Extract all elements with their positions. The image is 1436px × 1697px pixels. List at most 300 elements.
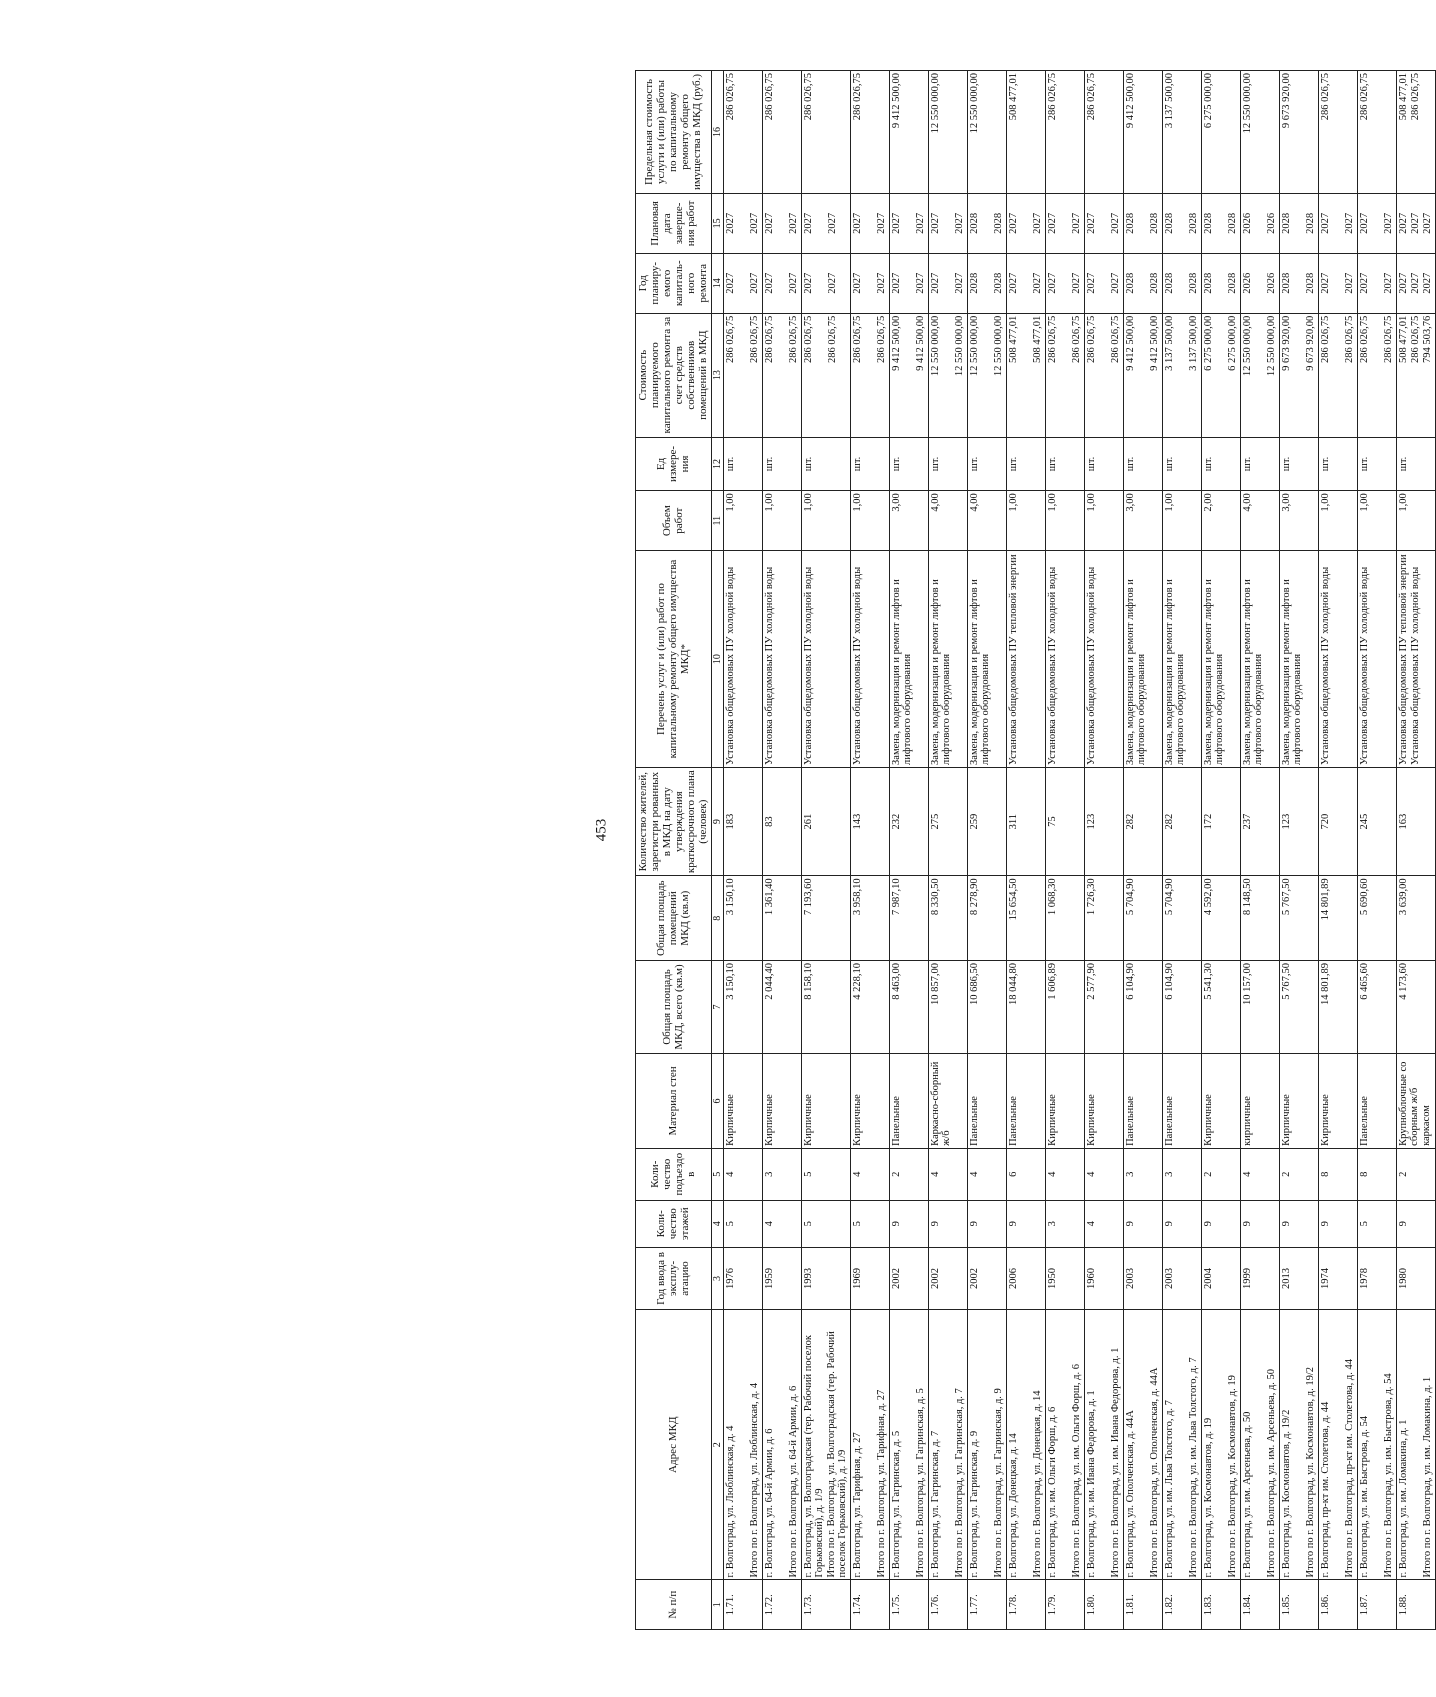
table-cell-area: 2 577,90: [1084, 961, 1123, 1054]
cell-line: 2027: [1343, 212, 1355, 234]
column-number: 6: [711, 1053, 723, 1148]
cell-line: Замена, модернизация и ремонт лифтов и лифтового оборудования: [1241, 579, 1265, 765]
table-cell-floors: 9: [1318, 1200, 1357, 1247]
table-cell-cost: [928, 313, 967, 437]
cell-line: Установка общедомовых ПУ холодной воды: [724, 566, 736, 765]
cell-line: 2027: [763, 272, 775, 294]
cell-line: [1332, 1312, 1344, 1578]
cell-line: 286 026,75: [724, 73, 736, 121]
cell-line: [864, 196, 876, 251]
table-cell-entr: 2: [1279, 1148, 1318, 1200]
cell-line: 12 550 000,00: [953, 315, 965, 377]
cell-line: [1137, 256, 1149, 311]
column-number: 1: [711, 1580, 723, 1630]
table-cell-entr: 2: [889, 1148, 928, 1200]
rotated-table-container: [635, 70, 1433, 1630]
cell-line: 2027: [1031, 272, 1043, 294]
cell-line: Итого по г. Волгоград, ул. Гагринская, д. 7: [953, 1388, 965, 1578]
table-cell-limit: [1006, 71, 1045, 194]
table-cell-works: [1201, 551, 1240, 768]
cell-line: 3 137 500,00: [1187, 315, 1199, 371]
table-cell-floors: 9: [1123, 1200, 1162, 1247]
table-cell-mat: Панельные: [1123, 1053, 1162, 1148]
table-cell-plan: [967, 253, 1006, 313]
cell-line: [942, 316, 954, 435]
table-cell-limit: [889, 71, 928, 194]
table-cell-resid: 259: [967, 767, 1006, 875]
table-cell-resid: 237: [1240, 767, 1279, 875]
cell-line: 2026: [1265, 212, 1277, 234]
cell-line: [1098, 316, 1110, 435]
table-cell-year: 2002: [928, 1248, 967, 1310]
table-cell-cost: [1318, 313, 1357, 437]
table-cell-resid: 311: [1006, 767, 1045, 875]
table-cell-parea: 7 987,10: [889, 876, 928, 961]
table-cell-parea: 8 330,50: [928, 876, 967, 961]
cell-line: 2026: [1241, 212, 1253, 234]
table-cell-no: 1.84.: [1240, 1580, 1279, 1630]
table-cell-unit: шт.: [1084, 437, 1123, 491]
table-cell-area: 10 686,50: [967, 961, 1006, 1054]
table-body: [723, 71, 1435, 1630]
table-cell-works: [889, 551, 928, 768]
cell-line: 2028: [1304, 272, 1316, 294]
cell-line: 2027: [1358, 212, 1370, 234]
cell-line: Установка общедомовых ПУ холодной воды: [1046, 566, 1058, 765]
table-cell-vol: 1,00: [1318, 491, 1357, 551]
header-cell: Адрес МКД: [636, 1309, 712, 1580]
cell-line: 2027: [875, 272, 887, 294]
table-cell-year: 1978: [1357, 1248, 1396, 1310]
table-cell-cost: [1084, 313, 1123, 437]
table-cell-unit: шт.: [762, 437, 801, 491]
table-cell-floors: 5: [1357, 1200, 1396, 1247]
cell-line: 2028: [968, 272, 980, 294]
table-cell-due: [1045, 193, 1084, 253]
cell-line: [1371, 316, 1383, 435]
table-cell-cost: [1045, 313, 1084, 437]
cell-line: г. Волгоград, ул. 64-й Армии, д. 6: [763, 1428, 775, 1578]
column-number: 7: [711, 961, 723, 1054]
cell-line: 9 412 500,00: [1148, 315, 1160, 371]
table-cell-unit: шт.: [1045, 437, 1084, 491]
cell-line: 2027: [875, 212, 887, 234]
table-cell-plan: [1123, 253, 1162, 313]
table-cell-parea: 3 150,10: [723, 876, 762, 961]
header-cell: Коли-чество подъездо в: [636, 1148, 712, 1200]
table-row: [1318, 71, 1357, 1630]
table-cell-area: 8 158,10: [801, 961, 850, 1054]
table-cell-mat: Панельные: [889, 1053, 928, 1148]
cell-line: 2028: [1163, 212, 1175, 234]
table-cell-area: 2 044,40: [762, 961, 801, 1054]
cell-line: 12 550 000,00: [968, 73, 980, 134]
table-cell-resid: 282: [1162, 767, 1201, 875]
cell-line: 2027: [1343, 272, 1355, 294]
cell-line: [864, 256, 876, 311]
cell-line: 2027: [1382, 272, 1394, 294]
table-row: [723, 71, 762, 1630]
cell-line: 2027: [1109, 212, 1121, 234]
table-cell-entr: 2: [1201, 1148, 1240, 1200]
table-cell-cost: [1006, 313, 1045, 437]
table-cell-mat: Кирпичные: [762, 1053, 801, 1148]
cell-line: [737, 256, 749, 311]
table-cell-addr: [723, 1309, 762, 1580]
table-cell-cost: [1162, 313, 1201, 437]
header-cell: № п/п: [636, 1580, 712, 1630]
cell-line: 286 026,75: [1358, 315, 1370, 363]
table-cell-parea: 1 068,30: [1045, 876, 1084, 961]
table-cell-addr: [1123, 1309, 1162, 1580]
cell-line: 2027: [1046, 272, 1058, 294]
table-cell-unit: шт.: [1318, 437, 1357, 491]
table-cell-works: [967, 551, 1006, 768]
cell-line: Замена, модернизация и ремонт лифтов и лифтового оборудования: [890, 579, 914, 765]
table-row: [1084, 71, 1123, 1630]
table-cell-floors: 9: [1396, 1200, 1435, 1247]
cell-line: Итого по г. Волгоград, ул. Космонавтов, д. 19/2: [1304, 1366, 1316, 1578]
table-cell-due: [928, 193, 967, 253]
cell-line: 286 026,75: [802, 315, 814, 363]
table-cell-addr: [801, 1309, 850, 1580]
cell-line: [1410, 1312, 1422, 1578]
table-cell-works: [1318, 551, 1357, 768]
cell-line: 2027: [748, 272, 760, 294]
cell-line: [942, 256, 954, 311]
cell-line: [1137, 1312, 1149, 1578]
table-cell-unit: шт.: [1357, 437, 1396, 491]
table-row: [1201, 71, 1240, 1630]
table-cell-limit: [1084, 71, 1123, 194]
column-number: 2: [711, 1309, 723, 1580]
table-cell-works: [1162, 551, 1201, 768]
table-cell-addr: [1162, 1309, 1201, 1580]
cell-line: 2028: [1148, 212, 1160, 234]
table-cell-limit: [1123, 71, 1162, 194]
cell-line: Итого по г. Волгоград, ул. Люблинская, д. 4: [748, 1382, 760, 1578]
table-cell-addr: [928, 1309, 967, 1580]
cell-line: 286 026,75: [1358, 73, 1370, 121]
table-cell-resid: 282: [1123, 767, 1162, 875]
cell-line: [1293, 256, 1305, 311]
cell-line: г. Волгоград, ул. Ополченская, д. 44А: [1124, 1410, 1136, 1578]
table-cell-resid: 275: [928, 767, 967, 875]
table-cell-resid: 83: [762, 767, 801, 875]
cell-line: [815, 316, 827, 435]
table-cell-entr: 8: [1357, 1148, 1396, 1200]
table-cell-no: 1.85.: [1279, 1580, 1318, 1630]
cell-line: 2028: [1202, 212, 1214, 234]
header-cell: Стоимость планируемого капитального ремонта за счет средств собственников помещений в МКД: [636, 313, 712, 437]
cell-line: 3 137 500,00: [1163, 73, 1175, 129]
cell-line: [1137, 316, 1149, 435]
cell-line: 2028: [968, 212, 980, 234]
cell-line: [903, 1312, 915, 1578]
table-cell-plan: [723, 253, 762, 313]
table-cell-mat: Крупноблочные со сборным ж/б каркасом: [1396, 1053, 1435, 1148]
table-cell-cost: [850, 313, 889, 437]
table-cell-resid: 172: [1201, 767, 1240, 875]
cell-line: 2027: [1397, 272, 1409, 294]
table-cell-entr: 8: [1318, 1148, 1357, 1200]
table-cell-resid: 232: [889, 767, 928, 875]
cell-line: 6 275 000,00: [1202, 73, 1214, 129]
cell-line: 508 477,01: [1031, 315, 1043, 363]
cell-line: Итого по г. Волгоград, пр-кт им. Столетова, д. 44: [1343, 1359, 1355, 1578]
cell-line: 9 412 500,00: [890, 73, 902, 129]
table-cell-parea: 8 278,90: [967, 876, 1006, 961]
header-cell: Общая площадь помещений МКД (кв.м): [636, 876, 712, 961]
table-cell-unit: шт.: [967, 437, 1006, 491]
cell-line: 286 026,75: [1382, 315, 1394, 363]
table-cell-works: [762, 551, 801, 768]
table-cell-plan: [1357, 253, 1396, 313]
table-cell-limit: [1045, 71, 1084, 194]
cell-line: [1215, 196, 1227, 251]
table-cell-works: [1006, 551, 1045, 768]
cell-line: 2027: [1007, 212, 1019, 234]
table-cell-resid: 183: [723, 767, 762, 875]
table-cell-area: 8 463,00: [889, 961, 928, 1054]
table-cell-addr: [1201, 1309, 1240, 1580]
cell-line: [776, 316, 788, 435]
cell-line: [776, 1312, 788, 1578]
cell-line: 286 026,75: [802, 73, 814, 121]
table-cell-area: 6 465,60: [1357, 961, 1396, 1054]
table-cell-vol: 1,00: [723, 491, 762, 551]
table-cell-mat: Кирпичные: [1318, 1053, 1357, 1148]
cell-line: [1020, 196, 1032, 251]
table-cell-plan: [850, 253, 889, 313]
cell-line: 12 550 000,00: [1265, 315, 1277, 377]
cell-line: [942, 196, 954, 251]
table-cell-due: [1318, 193, 1357, 253]
cell-line: Установка общедомовых ПУ холодной воды: [1358, 566, 1370, 765]
cell-line: [1371, 1312, 1383, 1578]
table-cell-limit: [762, 71, 801, 194]
table-cell-cost: [1240, 313, 1279, 437]
table-cell-parea: 5 767,50: [1279, 876, 1318, 961]
cell-line: 2027: [890, 212, 902, 234]
cell-line: 286 026,75: [1319, 73, 1331, 121]
cell-line: 2027: [1421, 272, 1433, 294]
table-cell-no: 1.79.: [1045, 1580, 1084, 1630]
cell-line: 2028: [1124, 272, 1136, 294]
table-cell-plan: [1396, 253, 1435, 313]
cell-line: 286 026,75: [826, 315, 838, 363]
cell-line: 2028: [1280, 272, 1292, 294]
table-cell-year: 1960: [1084, 1248, 1123, 1310]
header-cell: Количество жителей, зарегистри рованных в МКД на дату утверждения краткосрочного плана (человек): [636, 767, 712, 875]
table-cell-parea: 1 726,30: [1084, 876, 1123, 961]
table-cell-entr: 5: [801, 1148, 850, 1200]
cell-line: 2027: [1070, 272, 1082, 294]
table-cell-due: [1084, 193, 1123, 253]
table-cell-cost: [967, 313, 1006, 437]
cell-line: [1332, 196, 1344, 251]
cell-line: Замена, модернизация и ремонт лифтов и лифтового оборудования: [1163, 579, 1187, 765]
cell-line: 9 412 500,00: [1124, 315, 1136, 371]
cell-line: 12 550 000,00: [929, 315, 941, 377]
cell-line: г. Волгоград, ул. Гагринская, д. 5: [890, 1430, 902, 1578]
cell-line: 286 026,75: [1046, 73, 1058, 121]
table-cell-year: 2004: [1201, 1248, 1240, 1310]
cell-line: 2027: [802, 212, 814, 234]
table-cell-limit: [1240, 71, 1279, 194]
table-cell-floors: 9: [1279, 1200, 1318, 1247]
table-cell-works: [723, 551, 762, 768]
table-cell-vol: 2,00: [1201, 491, 1240, 551]
table-cell-entr: 3: [1162, 1148, 1201, 1200]
cell-line: 286 026,75: [763, 73, 775, 121]
table-cell-year: 1974: [1318, 1248, 1357, 1310]
cell-line: г. Волгоград, ул. им. Арсеньева, д. 50: [1241, 1411, 1253, 1578]
cell-line: Установка общедомовых ПУ холодной воды: [851, 566, 863, 765]
table-cell-works: [1396, 551, 1435, 768]
table-cell-addr: [850, 1309, 889, 1580]
table-cell-resid: 261: [801, 767, 850, 875]
table-cell-no: 1.82.: [1162, 1580, 1201, 1630]
cell-line: 2028: [1202, 272, 1214, 294]
cell-line: 2027: [826, 272, 838, 294]
column-number: 15: [711, 193, 723, 253]
cell-line: 2027: [1031, 212, 1043, 234]
table-cell-plan: [1318, 253, 1357, 313]
cell-line: 286 026,75: [851, 73, 863, 121]
header-cell: Год ввода в эксплу-атацию: [636, 1248, 712, 1310]
table-cell-plan: [1006, 253, 1045, 313]
cell-line: [1215, 256, 1227, 311]
cell-line: 286 026,75: [1409, 73, 1421, 121]
cell-line: г. Волгоград, ул. Космонавтов, д. 19/2: [1280, 1409, 1292, 1578]
table-cell-works: [1279, 551, 1318, 768]
table-cell-entr: 4: [928, 1148, 967, 1200]
cell-line: г. Волгоград, ул. им. Быстрова, д. 54: [1358, 1416, 1370, 1578]
table-cell-addr: [1396, 1309, 1435, 1580]
table-cell-parea: 5 690,60: [1357, 876, 1396, 961]
cell-line: 2027: [1421, 212, 1433, 234]
table-cell-area: 1 606,89: [1045, 961, 1084, 1054]
table-cell-floors: 5: [850, 1200, 889, 1247]
cell-line: [1371, 256, 1383, 311]
table-cell-no: 1.76.: [928, 1580, 967, 1630]
column-number: 8: [711, 876, 723, 961]
cell-line: 2027: [1319, 272, 1331, 294]
cell-line: [864, 316, 876, 435]
header-cell: Год планиру-емого капиталь-ного ремонта: [636, 253, 712, 313]
table-cell-resid: 163: [1396, 767, 1435, 875]
cell-line: 286 026,75: [875, 315, 887, 363]
table-cell-floors: 9: [1006, 1200, 1045, 1247]
table-cell-mat: Кирпичные: [850, 1053, 889, 1148]
cell-line: [981, 1312, 993, 1578]
cell-line: 2027: [953, 212, 965, 234]
cell-line: 508 477,01: [1397, 315, 1409, 363]
header-cell: Ед измере-ния: [636, 437, 712, 491]
table-cell-no: 1.75.: [889, 1580, 928, 1630]
column-number-row: [711, 71, 723, 1630]
table-cell-no: 1.78.: [1006, 1580, 1045, 1630]
cell-line: 2027: [914, 212, 926, 234]
cell-line: 6 275 000,00: [1226, 315, 1238, 371]
cell-line: 2028: [1148, 272, 1160, 294]
table-cell-due: [1162, 193, 1201, 253]
cell-line: [776, 256, 788, 311]
cell-line: 2027: [787, 272, 799, 294]
table-row: [1396, 71, 1435, 1630]
cell-line: 286 026,75: [787, 315, 799, 363]
cell-line: [981, 316, 993, 435]
table-cell-addr: [1045, 1309, 1084, 1580]
cell-line: 286 026,75: [851, 315, 863, 363]
page-number: 453: [593, 818, 610, 842]
table-cell-unit: шт.: [1396, 437, 1435, 491]
header-row: [636, 71, 712, 1630]
column-number: 4: [711, 1200, 723, 1247]
cell-line: 2028: [992, 272, 1004, 294]
cell-line: 286 026,75: [1085, 73, 1097, 121]
cell-line: 794 503,76: [1421, 315, 1433, 363]
cell-line: 9 412 500,00: [890, 315, 902, 371]
table-cell-mat: Панельные: [967, 1053, 1006, 1148]
table-cell-year: 2006: [1006, 1248, 1045, 1310]
cell-line: 12 550 000,00: [1241, 315, 1253, 377]
table-cell-year: 1950: [1045, 1248, 1084, 1310]
cell-line: [1059, 196, 1071, 251]
cell-line: г. Волгоград, ул. им. Ивана Федорова, д. 1: [1085, 1390, 1097, 1578]
cell-line: 2027: [890, 272, 902, 294]
cell-line: Замена, модернизация и ремонт лифтов и лифтового оборудования: [929, 579, 953, 765]
cell-line: 286 026,75: [1343, 315, 1355, 363]
table-cell-limit: [1201, 71, 1240, 194]
table-cell-vol: 1,00: [762, 491, 801, 551]
table-cell-no: 1.72.: [762, 1580, 801, 1630]
table-cell-due: [1123, 193, 1162, 253]
cell-line: [1020, 256, 1032, 311]
cell-line: [1098, 1312, 1110, 1578]
table-cell-floors: 9: [1162, 1200, 1201, 1247]
table-cell-mat: Панельные: [1162, 1053, 1201, 1148]
table-cell-unit: шт.: [1006, 437, 1045, 491]
cell-line: [1176, 1312, 1188, 1578]
column-number: 14: [711, 253, 723, 313]
cell-line: Итого по г. Волгоград, ул. им. Ольги Форш, д. 6: [1070, 1363, 1082, 1578]
cell-line: [1332, 256, 1344, 311]
table-cell-mat: Кирпичные: [1279, 1053, 1318, 1148]
table-cell-parea: 15 654,50: [1006, 876, 1045, 961]
table-cell-vol: 1,00: [1396, 491, 1435, 551]
table-cell-works: [1123, 551, 1162, 768]
cell-line: г. Волгоград, ул. Люблинская, д. 4: [724, 1425, 736, 1578]
table-cell-vol: 1,00: [1084, 491, 1123, 551]
table-cell-parea: 3 639,00: [1396, 876, 1435, 961]
cell-line: [1020, 316, 1032, 435]
cell-line: [737, 1312, 749, 1578]
cell-line: [1215, 316, 1227, 435]
cell-line: 3 137 500,00: [1163, 315, 1175, 371]
cell-line: [1293, 1312, 1305, 1578]
cell-line: Итого по г. Волгоград, ул. Гагринская, д. 5: [914, 1388, 926, 1578]
cell-line: [737, 316, 749, 435]
table-cell-unit: шт.: [1123, 437, 1162, 491]
table-cell-year: 2003: [1162, 1248, 1201, 1310]
header-cell: Объем работ: [636, 491, 712, 551]
cell-line: 2027: [1046, 212, 1058, 234]
column-number: 3: [711, 1248, 723, 1310]
cell-line: Установка общедомовых ПУ холодной воды: [802, 566, 814, 765]
table-cell-works: [1045, 551, 1084, 768]
